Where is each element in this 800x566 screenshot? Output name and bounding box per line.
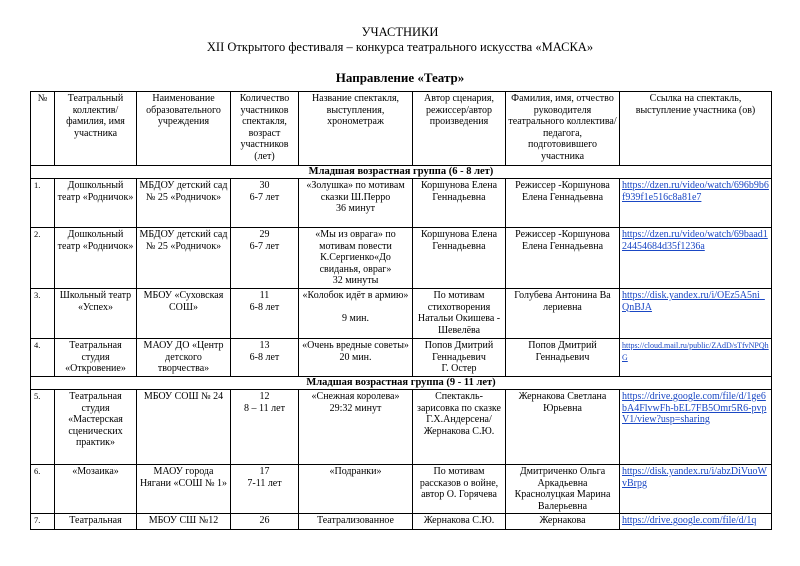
cell-leader: Попов Дмитрий Геннадьевич — [506, 338, 620, 376]
cell-school: МБДОУ детский сад № 25 «Родничок» — [137, 179, 231, 228]
cell-author: Коршунова Елена Геннадьевна — [413, 179, 506, 228]
cell-author: Жернакова С.Ю. — [413, 514, 506, 530]
table-row — [31, 338, 772, 376]
table-header-row — [31, 92, 772, 166]
header-team: Театральный коллектив/ фамилия, имя участника — [55, 92, 137, 166]
cell-title: «Золушка» по мотивам сказки Ш.Перро 36 минут — [299, 179, 413, 228]
table-body — [31, 166, 772, 530]
cell-leader: Жернакова Светлана Юрьевна — [506, 389, 620, 464]
cell-title: Театрализованное — [299, 514, 413, 530]
cell-team: Театральная студия «Откровение» — [55, 338, 137, 376]
cell-school: МБОУ СШ №12 — [137, 514, 231, 530]
cell-num: 1. — [31, 179, 55, 228]
cell-team: Дошкольный театр «Родничок» — [55, 228, 137, 289]
cell-link — [620, 514, 772, 530]
cell-link — [620, 228, 772, 289]
cell-title: «Очень вредные советы» 20 мин. — [299, 338, 413, 376]
header-leader: Фамилия, имя, отчество руководителя театрального коллектива/ педагога, подготовившего участника — [506, 92, 620, 166]
cell-num: 3. — [31, 288, 55, 338]
age-group-heading: Младшая возрастная группа (6 - 8 лет) — [31, 166, 772, 179]
recording-link[interactable]: https://dzen.ru/video/watch/696b9b6f939f1e516c8a81e7 — [622, 180, 769, 203]
cell-link — [620, 288, 772, 338]
cell-count: 11 6-8 лет — [231, 288, 299, 338]
header-school: Наименование образовательного учреждения — [137, 92, 231, 166]
table-row — [31, 464, 772, 513]
cell-leader: Жернакова — [506, 514, 620, 530]
cell-team: Школьный театр «Успех» — [55, 288, 137, 338]
table-row — [31, 389, 772, 464]
cell-school: МАОУ ДО «Центр детского творчества» — [137, 338, 231, 376]
cell-count: 12 8 – 11 лет — [231, 389, 299, 464]
cell-leader: Голубева Антонина Ва лериевна — [506, 288, 620, 338]
cell-title: «Колобок идёт в армию» 9 мин. — [299, 288, 413, 338]
cell-num: 5. — [31, 389, 55, 464]
recording-link[interactable]: https://dzen.ru/video/watch/69baad124454684d35f1236a — [622, 229, 768, 252]
participants-table — [30, 91, 772, 530]
header-title: Название спектакля, выступления, хронометраж — [299, 92, 413, 166]
recording-link[interactable]: https://disk.yandex.ru/i/OEz5A5ni_QnBJA — [622, 289, 765, 313]
direction-heading: Направление «Театр» — [335, 70, 465, 85]
cell-school: МБОУ СОШ № 24 — [137, 389, 231, 464]
cell-count: 13 6-8 лет — [231, 338, 299, 376]
cell-title: «Мы из оврага» по мотивам повести К.Сергиенко«До свиданья, овраг» 32 минуты — [299, 228, 413, 289]
cell-link — [620, 389, 772, 464]
header-author: Автор сценария, режиссер/автор произведения — [413, 92, 506, 166]
cell-title: «Подранки» — [299, 464, 413, 513]
table-row — [31, 228, 772, 289]
age-group-heading: Младшая возрастная группа (9 - 11 лет) — [31, 376, 772, 389]
header-link: Ссылка на спектакль, выступление участника (ов) — [620, 92, 772, 166]
group-row — [31, 376, 772, 389]
recording-link[interactable]: https://cloud.mail.ru/public/ZAdD/sTfvNPQhG — [622, 340, 769, 362]
cell-count: 30 6-7 лет — [231, 179, 299, 228]
cell-num: 6. — [31, 464, 55, 513]
cell-author: По мотивам рассказов о войне, автор О. Горячева — [413, 464, 506, 513]
cell-link — [620, 179, 772, 228]
cell-author: Спектакль-зарисовка по сказке Г.Х.Андерсена/ Жернакова С.Ю. — [413, 389, 506, 464]
header-count: Количество участников спектакля, возраст участников (лет) — [231, 92, 299, 166]
festival-subtitle: XII Открытого фестиваля – конкурса театрального искусства «МАСКА» — [206, 40, 594, 54]
document-title: УЧАСТНИКИ — [361, 25, 439, 39]
cell-num: 4. — [31, 338, 55, 376]
cell-school: МАОУ города Нягани «СОШ № 1» — [137, 464, 231, 513]
group-row — [31, 166, 772, 179]
table-row — [31, 179, 772, 228]
cell-link — [620, 464, 772, 513]
cell-title: «Снежная королева» 29:32 минут — [299, 389, 413, 464]
cell-author: Попов Дмитрий Геннадьевич Г. Остер — [413, 338, 506, 376]
header-number: № — [31, 92, 55, 166]
table-row — [31, 514, 772, 530]
table-row — [31, 288, 772, 338]
recording-link[interactable]: https://disk.yandex.ru/i/abzDiVuoWvBrpg — [622, 465, 767, 489]
cell-author: Коршунова Елена Геннадьевна — [413, 228, 506, 289]
cell-leader: Режиссер -Коршунова Елена Геннадьевна — [506, 179, 620, 228]
cell-team: Дошкольный театр «Родничок» — [55, 179, 137, 228]
cell-author: По мотивам стихотворения Натальи Окишева - Шевелёва — [413, 288, 506, 338]
cell-count: 17 7-11 лет — [231, 464, 299, 513]
cell-school: МБДОУ детский сад № 25 «Родничок» — [137, 228, 231, 289]
cell-team: Театральная — [55, 514, 137, 530]
recording-link[interactable]: https://drive.google.com/file/d/1q — [622, 515, 757, 527]
cell-school: МБОУ «Суховская СОШ» — [137, 288, 231, 338]
cell-num: 2. — [31, 228, 55, 289]
cell-link — [620, 338, 772, 376]
cell-count: 26 — [231, 514, 299, 530]
cell-leader: Режиссер -Коршунова Елена Геннадьевна — [506, 228, 620, 289]
recording-link[interactable]: https://drive.google.com/file/d/1ge6bA4FlvwFh-bEL7FB5Omr5R6-pvpV1/view?usp=sharing — [622, 390, 767, 426]
cell-leader: Дмитриченко Ольга Аркадьевна Краснолуцкая Марина Валерьевна — [506, 464, 620, 513]
cell-team: Театральная студия «Мастерская сценических практик» — [55, 389, 137, 464]
cell-count: 29 6-7 лет — [231, 228, 299, 289]
cell-num: 7. — [31, 514, 55, 530]
cell-team: «Мозаика» — [55, 464, 137, 513]
